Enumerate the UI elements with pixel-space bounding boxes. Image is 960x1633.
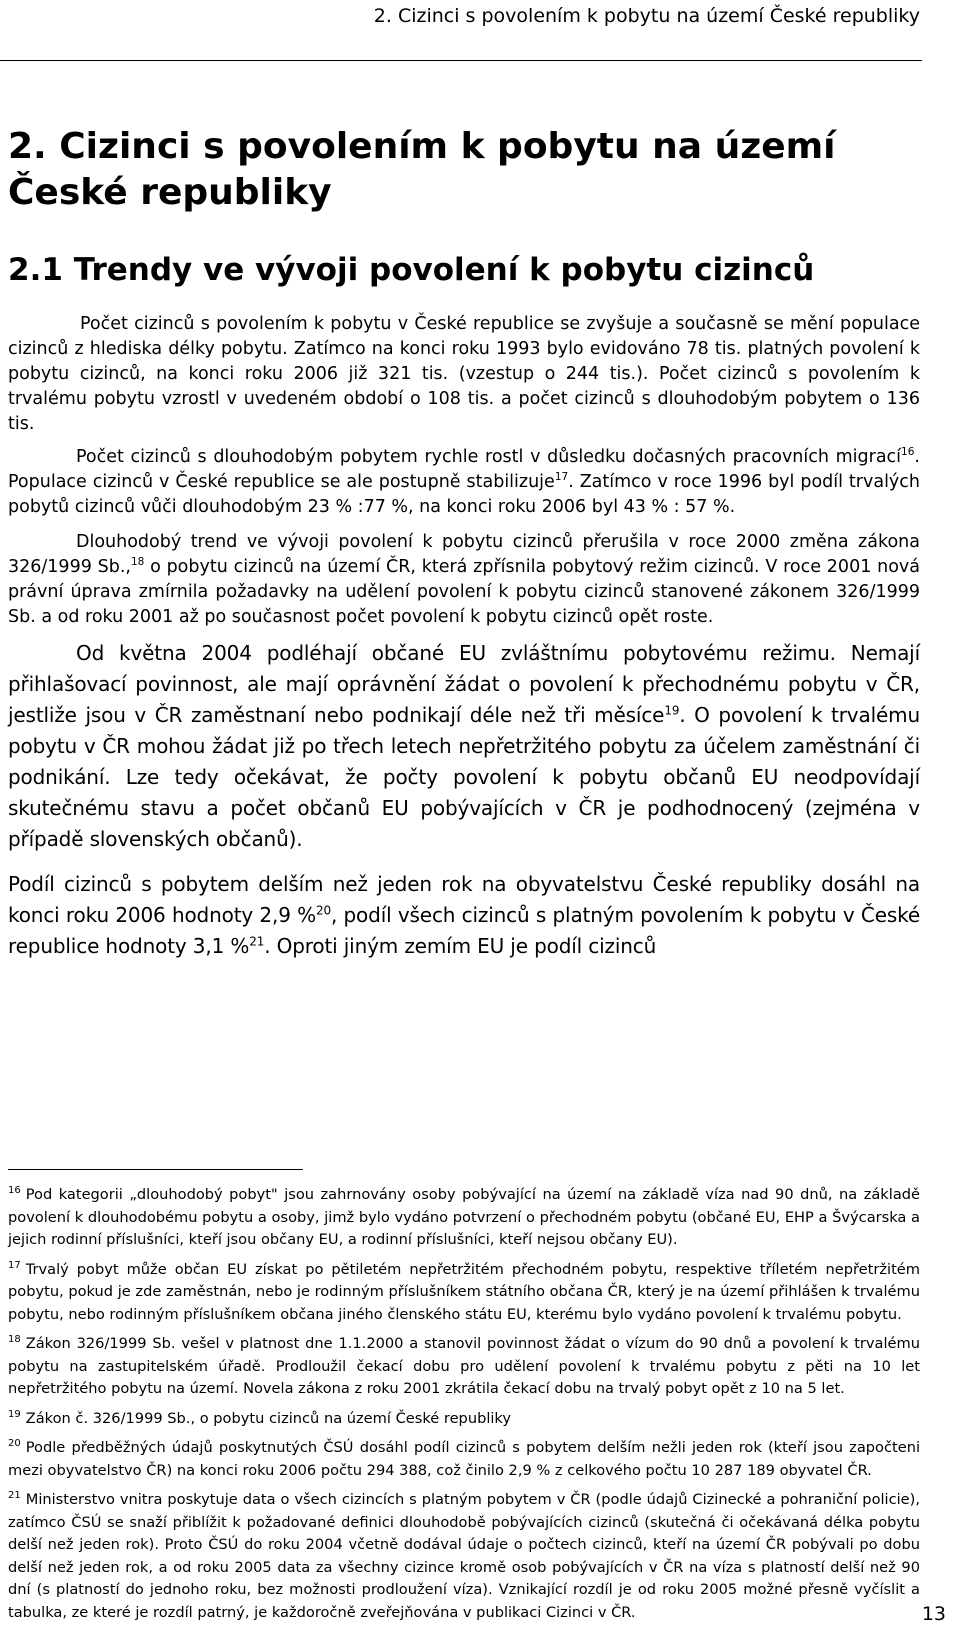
footnote-text: Ministerstvo vnitra poskytuje data o všech cizincích s platným pobytem v ČR (podle údajů Cizinecké a pohraniční policie), zatímco ČSÚ se snaží přiblížit k požadované definici dlouhodobě pobývajících cizinců (skutečná či očekávaná délka pobytu delší než jeden rok). Proto ČSÚ do roku 2004 včetně dodával údaje o počtech cizinců, kteří na území ČR pobývali po dobu delší než jeden rok, a od roku 2005 data za všechny cizince kromě osob pobývajících v ČR na víza s platností delší než 90 dní (s platností do jednoho roku, bez možnosti prodloužení víza). Vznikající rozdíl je od roku 2005 možné přesně vyčíslit a tabulka, ze které je rozdíl patrný, je každoročně zveřejňována v publikaci Cizinci v ČR. xyxy=(8,1491,920,1621)
paragraph-4-part-a: Od května 2004 podléhají občané EU zvláštnímu pobytovému režimu. Nemají přihlašovací povinnost, ale mají oprávnění žádat o povolení k přechodnému pobytu v ČR, jestliže jsou v ČR zaměstnaní nebo podnikají déle než tři měsíce xyxy=(8,641,920,727)
footnote-ref-16[interactable]: 16 xyxy=(901,446,915,459)
footnote-number: 18 xyxy=(8,1334,21,1346)
page-number: 13 xyxy=(921,1603,946,1625)
paragraph-4-part-b: . O povolení k trvalému pobytu v ČR mohou žádat již po třech letech nepřetržitého pobytu za účelem zaměstnání či podnikání. Lze tedy očekávat, že počty povolení k pobytu občanů EU neodpovídají skutečnému stavu a počet občanů EU pobývajících v ČR je podhodnocený (zejména v případě slovenských občanů). xyxy=(8,703,920,851)
footnote-separator xyxy=(8,1169,303,1170)
paragraph-2-part-c: . Zatímco v roce 1996 byl podíl trvalých pobytů cizinců vůči dlouhodobým 23 % :77 %, na konci roku 2006 byl 43 % : 57 %. xyxy=(8,472,920,517)
footnote-ref-21[interactable]: 21 xyxy=(249,934,265,949)
footnote-number: 21 xyxy=(8,1490,21,1502)
footnote-number: 16 xyxy=(8,1185,21,1197)
footnote-text: Podle předběžných údajů poskytnutých ČSÚ dosáhl podíl cizinců s pobytem delším nežli jeden rok (kteří jsou započteni mezi obyvatelstvo ČR) na konci roku 2006 počtu 294 388, což činilo 2,9 % z celkového počtu 10 287 189 obyvatel ČR. xyxy=(8,1439,920,1479)
body-text xyxy=(8,312,920,962)
paragraph-2-part-a: Počet cizinců s dlouhodobým pobytem rychle rostl v důsledku dočasných pracovních migrací xyxy=(76,447,902,467)
footnote-20 xyxy=(8,1437,920,1482)
paragraph-3-part-a: Dlouhodobý trend ve vývoji povolení k pobytu cizinců přerušila v roce 2000 změna zákona 326/1999 Sb., xyxy=(8,532,920,577)
footnote-text: Pod kategorii „dlouhodobý pobyt" jsou zahrnovány osoby pobývající na území na základě víza nad 90 dnů, na základě povolení k dlouhodobému pobytu a osoby, jimž bylo vydáno potvrzení o přechodném pobytu (občané EU, EHP a Švýcarska a jejich rodinní příslušníci, kteří jsou občany EU, a rodinní příslušníci, kteří nejsou občany EU). xyxy=(8,1186,920,1248)
footnote-21 xyxy=(8,1489,920,1624)
footnote-ref-19[interactable]: 19 xyxy=(664,703,680,718)
chapter-heading: 2. Cizinci s povolením k pobytu na území České republiky xyxy=(8,126,836,213)
section-heading: 2.1 Trendy ve vývoji povolení k pobytu cizinců xyxy=(8,252,815,288)
header-divider xyxy=(0,60,922,61)
paragraph-3-part-b: o pobytu cizinců na území ČR, která zpřísnila pobytový režim cizinců. V roce 2001 nová právní úprava zmírnila požadavky na udělení povolení k pobytu cizinců stanovené zákonem 326/1999 Sb. a od roku 2001 až po současnost počet povolení k pobytu cizinců opět roste. xyxy=(8,557,920,627)
footnote-number: 19 xyxy=(8,1408,21,1420)
running-header: 2. Cizinci s povolením k pobytu na území České republiky xyxy=(373,5,920,27)
paragraph-5-part-b: , podíl všech cizinců s platným povolením k pobytu v České republice hodnoty 3,1 % xyxy=(8,903,921,958)
footnote-19 xyxy=(8,1408,920,1431)
footnote-18 xyxy=(8,1333,920,1401)
paragraph-5-part-c: . Oproti jiným zemím EU je podíl cizinců xyxy=(264,934,657,958)
footnote-ref-20[interactable]: 20 xyxy=(315,903,331,918)
footnote-17 xyxy=(8,1259,920,1327)
footnote-text: Trvalý pobyt může občan EU získat po pětiletém nepřetržitém přechodném pobytu, respektive tříletém nepřetržitém pobytu, pokud je zde zaměstnán, nebo je rodinným příslušníkem státního občana ČR, který je na území přihlášen k trvalému pobytu, nebo rodinným příslušníkem občana jiného členského státu EU, kterému bylo vydáno povolení k trvalému pobytu. xyxy=(8,1260,920,1323)
paragraph-2 xyxy=(8,445,920,520)
footnote-16 xyxy=(8,1184,920,1252)
paragraph-3 xyxy=(8,530,920,630)
footnote-ref-18[interactable]: 18 xyxy=(130,556,145,569)
footnote-text: Zákon 326/1999 Sb. vešel v platnost dne 1.1.2000 a stanovil povinnost žádat o vízum do 90 dnů a povolení k trvalému pobytu na zastupitelském úřadě. Prodloužil čekací dobu pro udělení povolení k trvalému pobytu z pěti na 10 let nepřetržitého pobytu na území. Novela zákona z roku 2001 zkrátila čekací dobu na trvalý pobyt opět z 10 na 5 let. xyxy=(8,1335,920,1397)
paragraph-5 xyxy=(8,869,920,962)
footnote-number: 17 xyxy=(8,1259,21,1271)
footnotes xyxy=(8,1184,920,1631)
paragraph-5-part-a: Podíl cizinců s pobytem delším než jeden rok na obyvatelstvu České republiky dosáhl na konci roku 2006 hodnoty 2,9 % xyxy=(8,872,920,927)
footnote-number: 20 xyxy=(8,1438,21,1450)
footnote-ref-17[interactable]: 17 xyxy=(554,471,569,484)
paragraph-1: Počet cizinců s povolením k pobytu v České republice se zvyšuje a současně se mění populace cizinců z hlediska délky pobytu. Zatímco na konci roku 1993 bylo evidováno 78 tis. platných povolení k pobytu cizinců, na konci roku 2006 již 321 tis. (vzestup o 244 tis.). Počet cizinců s povolením k trvalému pobytu vzrostl v uvedeném období o 108 tis. a počet cizinců s dlouhodobým pobytem o 136 tis. xyxy=(8,314,920,434)
paragraph-4 xyxy=(8,638,920,855)
paragraph-2-part-b: . Populace cizinců v České republice se ale postupně stabilizuje xyxy=(8,447,920,492)
footnote-text: Zákon č. 326/1999 Sb., o pobytu cizinců na území České republiky xyxy=(25,1409,512,1427)
